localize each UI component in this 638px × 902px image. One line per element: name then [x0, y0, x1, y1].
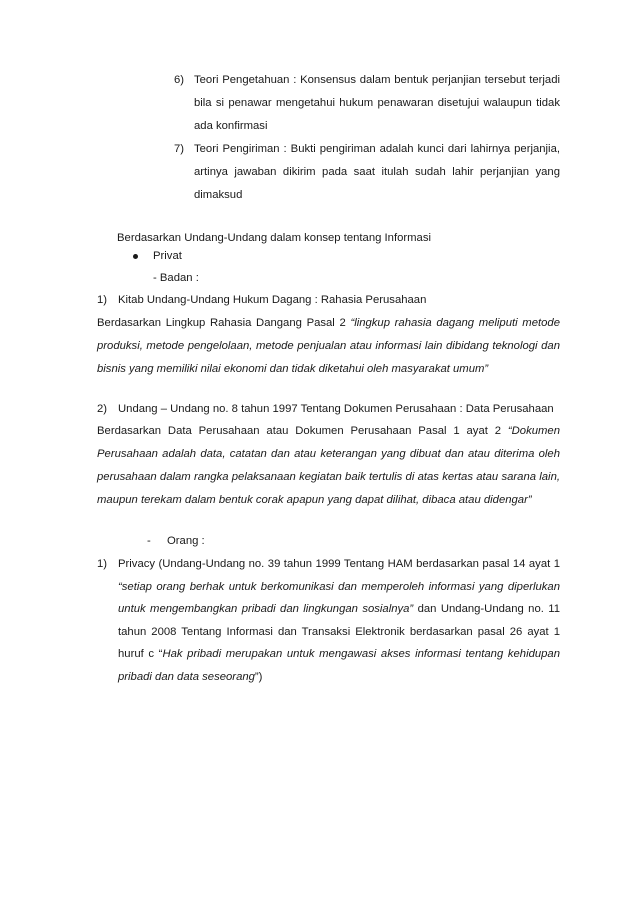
badan-item-2-paragraph	[97, 420, 560, 512]
orang-label: Orang :	[167, 535, 205, 547]
badan-item-1-paragraph	[97, 312, 560, 381]
orang-item-1-quote1: “setiap orang berhak untuk berkomunikasi dan memperoleh informasi yang diperlukan untuk mengembangkan pribadi dan lingkungan sosialnya”	[118, 580, 560, 615]
badan-item-2-number: 2)	[97, 403, 108, 415]
badan-label: - Badan :	[153, 272, 199, 284]
theory-7-text: Teori Pengiriman : Bukti pengiriman adalah kunci dari lahirnya perjanjia, artinya jawaban dikirim pada saat itulah sudah lahir perjanjian yang dimaksud	[194, 143, 560, 201]
badan-item-2-heading: Undang – Undang no. 8 tahun 1997 Tentang Dokumen Perusahaan : Data Perusahaan	[118, 403, 554, 415]
badan-item-1-quote: “lingkup rahasia dagang meliputi metode produksi, metode pengelolaan, metode penjualan atau informasi lain dibidang teknologi dan bisnis yang memiliki nilai ekonomi dan tidak diketahui oleh masyarakat umum”	[97, 317, 560, 375]
orang-item-1-number: 1)	[97, 558, 108, 570]
privat-label: Privat	[153, 250, 182, 262]
bullet-dot	[133, 254, 138, 259]
orang-item-1-paragraph	[118, 553, 560, 688]
orang-item-1-part3: ”)	[254, 670, 263, 683]
badan-item-2-quote: “Dokumen Perusahaan adalah data, catatan dan atau keterangan yang dibuat dan atau diterima oleh perusahaan dalam rangka pelaksanaan kegiatan baik tertulis di atas kertas atau sarana lain, maupun terekam dalam bentuk corak apapun yang dapat dilihat, dibaca atau didengar”	[97, 425, 560, 506]
orang-item-1-quote2: Hak pribadi merupakan untuk mengawasi akses informasi tentang kehidupan pribadi dan data seseorang	[118, 648, 560, 683]
orang-item-1-part2: dan Undang-Undang no. 11 tahun 2008 Tentang Informasi dan Transaksi Elektronik berdasarkan pasal 26 ayat 1 huruf c “	[118, 603, 560, 660]
orang-item-1-part1: Privacy (Undang-Undang no. 39 tahun 1999 Tentang HAM berdasarkan pasal 14 ayat 1	[118, 558, 560, 570]
badan-item-1-heading: Kitab Undang-Undang Hukum Dagang : Rahasia Perusahaan	[118, 294, 427, 306]
theory-6-number: 6)	[174, 74, 185, 86]
badan-item-1-lead: Berdasarkan Lingkup Rahasia Dangang Pasal 2	[97, 317, 351, 329]
badan-item-1-number: 1)	[97, 294, 108, 306]
theory-7-number: 7)	[174, 143, 185, 155]
intro-paragraph: Berdasarkan Undang-Undang dalam konsep tentang Informasi	[117, 232, 431, 244]
theory-6-text: Teori Pengetahuan : Konsensus dalam bentuk perjanjian tersebut terjadi bila si penawar mengetahui hukum penawaran disetujui walaupun tidak ada konfirmasi	[194, 74, 560, 132]
orang-dash: -	[147, 535, 151, 547]
badan-item-2-lead: Berdasarkan Data Perusahaan atau Dokumen Perusahaan Pasal 1 ayat 2	[97, 425, 508, 437]
